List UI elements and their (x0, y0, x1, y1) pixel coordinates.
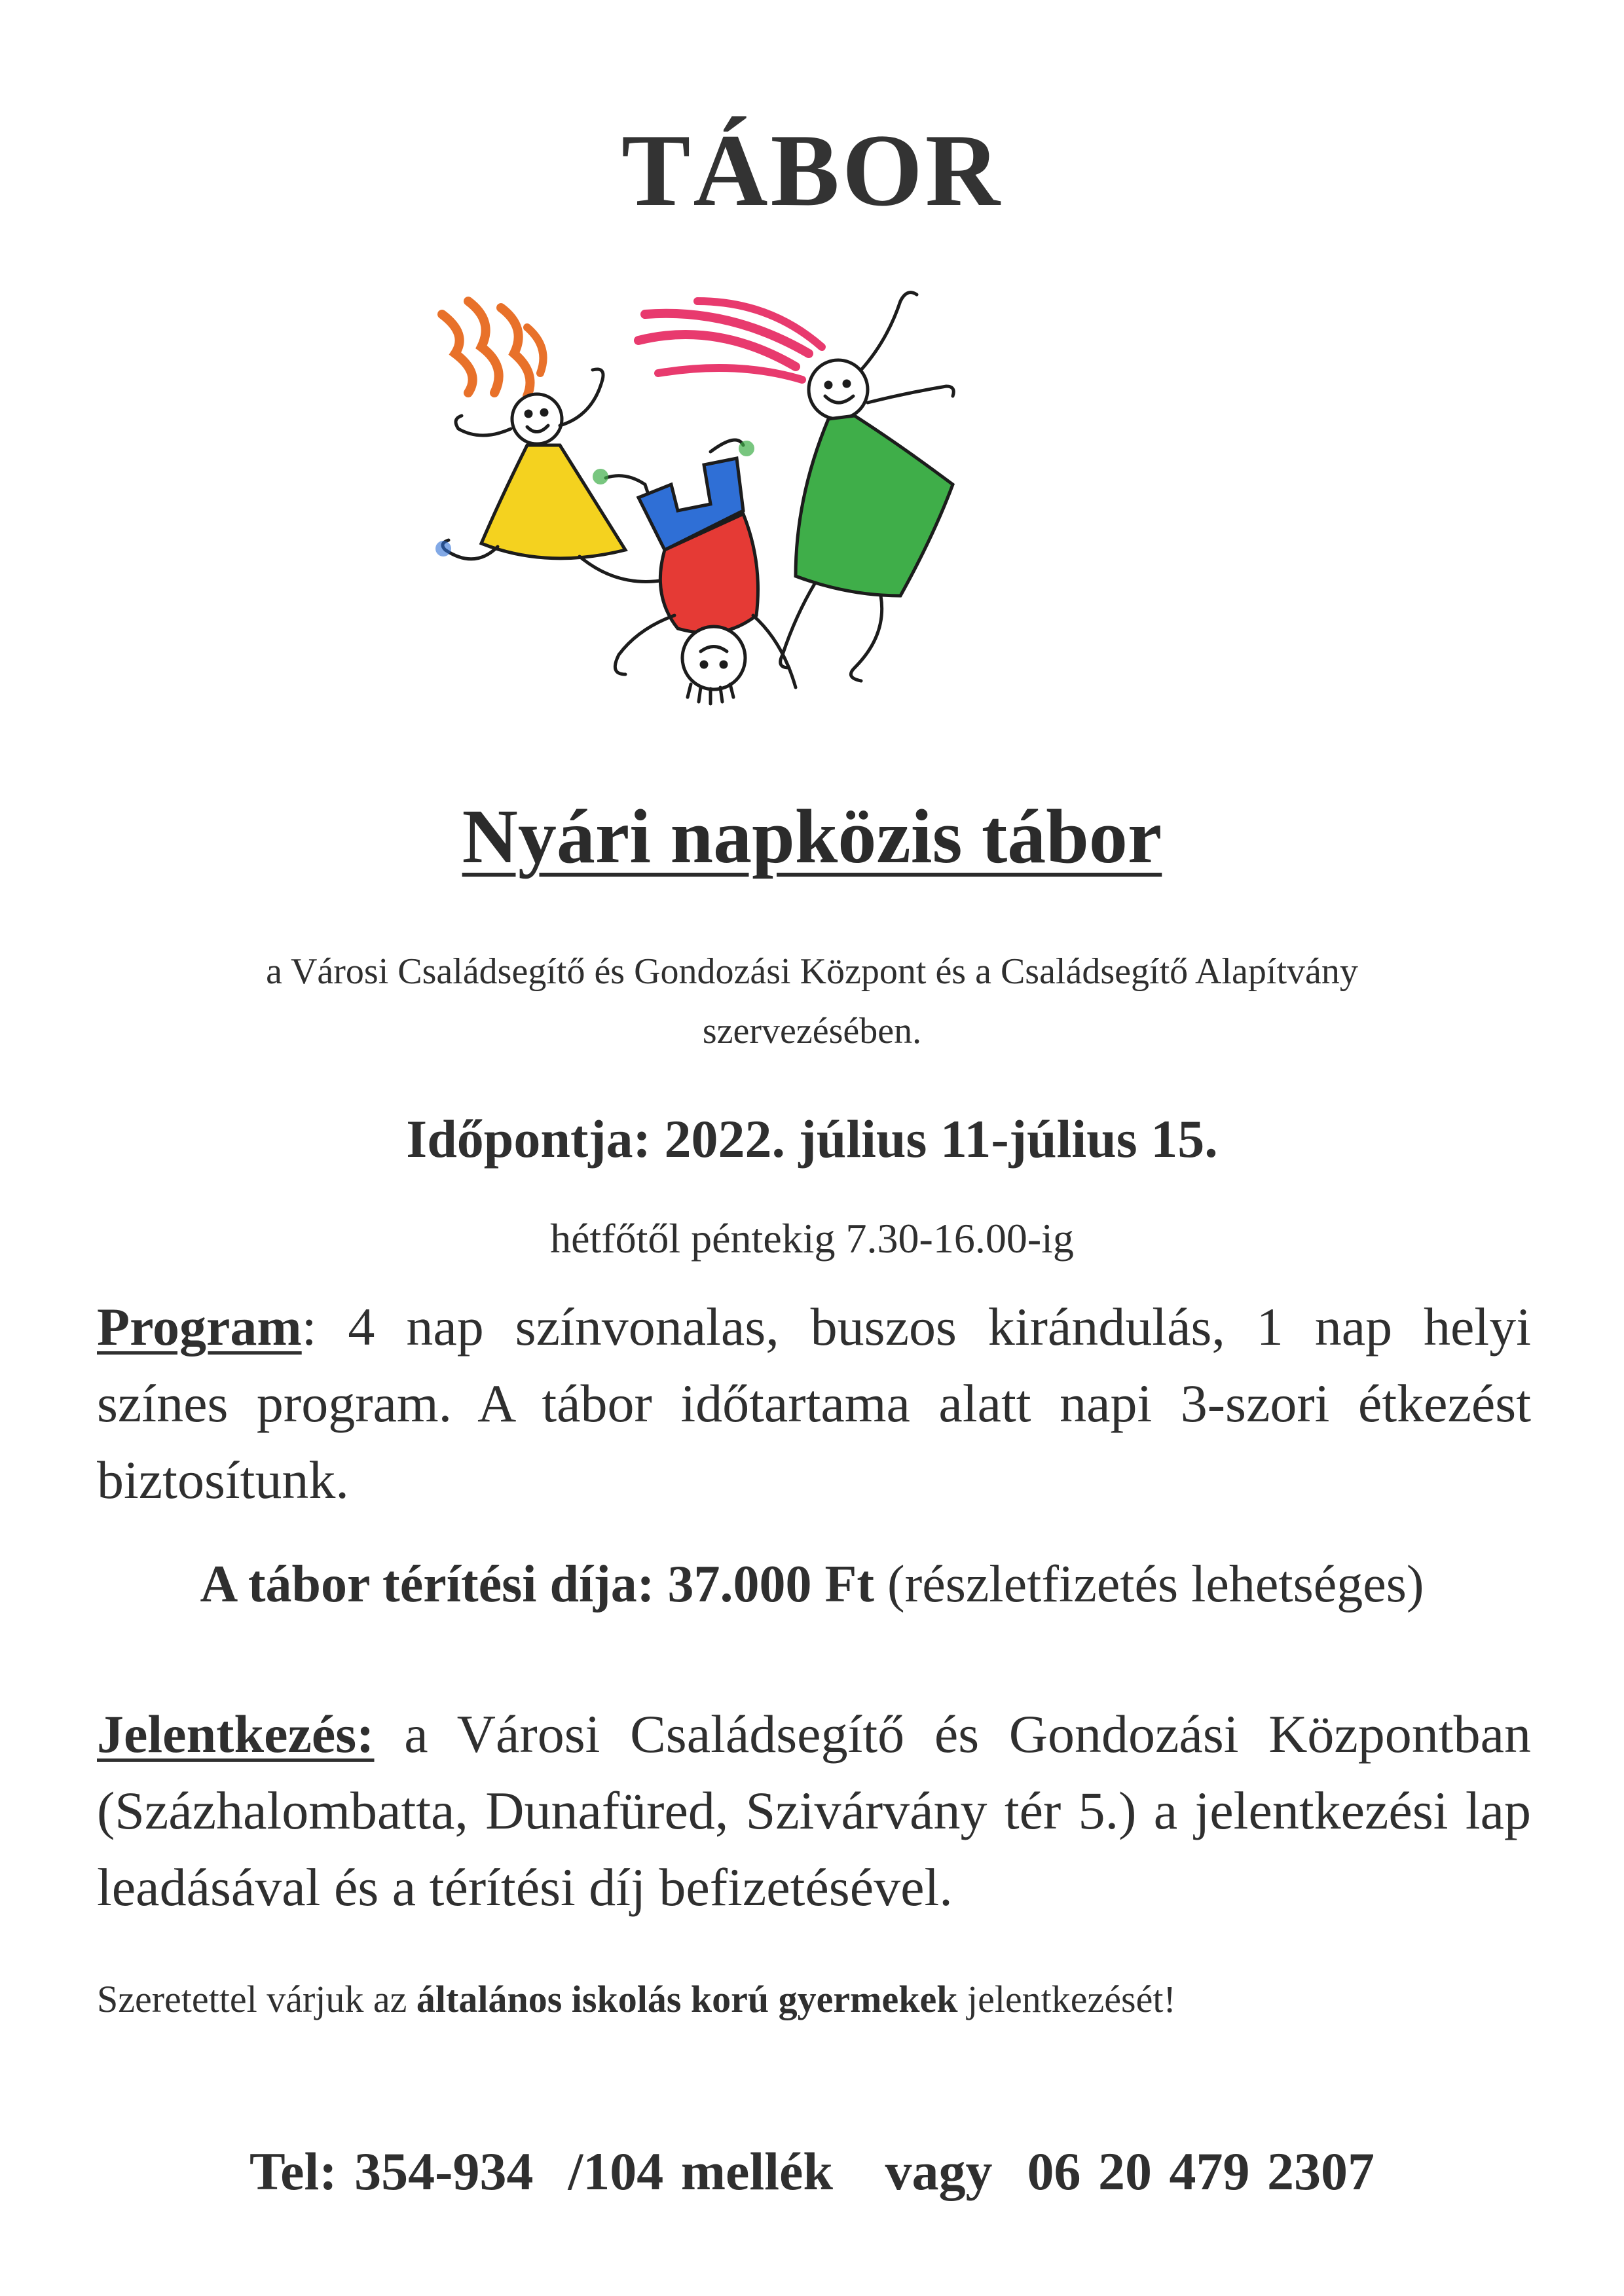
event-date (0, 1108, 1624, 1170)
program-text: : 4 nap színvonalas, buszos kirándulás, 1 nap helyi színes program. A tábor időtartama alatt napi 3-szori étkezést biztosítunk. (97, 1297, 1531, 1510)
contact-or: vagy (885, 2141, 993, 2201)
child-middle-icon (593, 440, 796, 704)
page-title: TÁBOR (621, 113, 1003, 228)
organizer-line-1: a Városi Családsegítő és Gondozási Központ és a Családsegítő Alapítvány (266, 951, 1358, 992)
date-label: Időpontja: (406, 1109, 651, 1169)
program-label: Program (97, 1297, 302, 1357)
organizer-line-2: szervezésében. (702, 1011, 922, 1051)
fee-note: (részletfizetés lehetséges) (887, 1556, 1424, 1613)
fee-label: A tábor térítési díja: (200, 1556, 655, 1613)
welcome-suffix: jelentkezését! (967, 1978, 1176, 2020)
event-subtitle: Nyári napközis tábor (462, 793, 1162, 879)
event-hours: hétfőtől péntekig 7.30-16.00-ig (550, 1215, 1074, 1262)
welcome-highlight: általános iskolás korú gyermekek (416, 1978, 958, 2020)
fee-amount: 37.000 Ft (667, 1556, 874, 1613)
signup-paragraph (97, 1696, 1531, 1925)
program-paragraph (97, 1288, 1531, 1518)
tel-label: Tel: (249, 2141, 337, 2201)
fee-line (0, 1555, 1624, 1614)
mobile-number[interactable]: 06 20 479 2307 (1027, 2141, 1375, 2201)
dancing-children-illustration (429, 288, 1195, 746)
date-value: 2022. július 11-július 15. (664, 1109, 1218, 1169)
welcome-prefix: Szeretettel várjuk az (97, 1978, 407, 2020)
welcome-line (97, 1977, 1176, 2021)
signup-text: a Városi Családsegítő és Gondozási Központban (Százhalombatta, Dunafüred, Szivárvány tér 5.) a jelentkezési lap leadásával és a térítési díj befizetésével. (97, 1704, 1531, 1917)
tel-extension: /104 mellék (568, 2141, 834, 2201)
contact-line (0, 2141, 1624, 2202)
signup-label: Jelentkezés: (97, 1704, 375, 1764)
tel-number[interactable]: 354-934 (354, 2141, 534, 2201)
